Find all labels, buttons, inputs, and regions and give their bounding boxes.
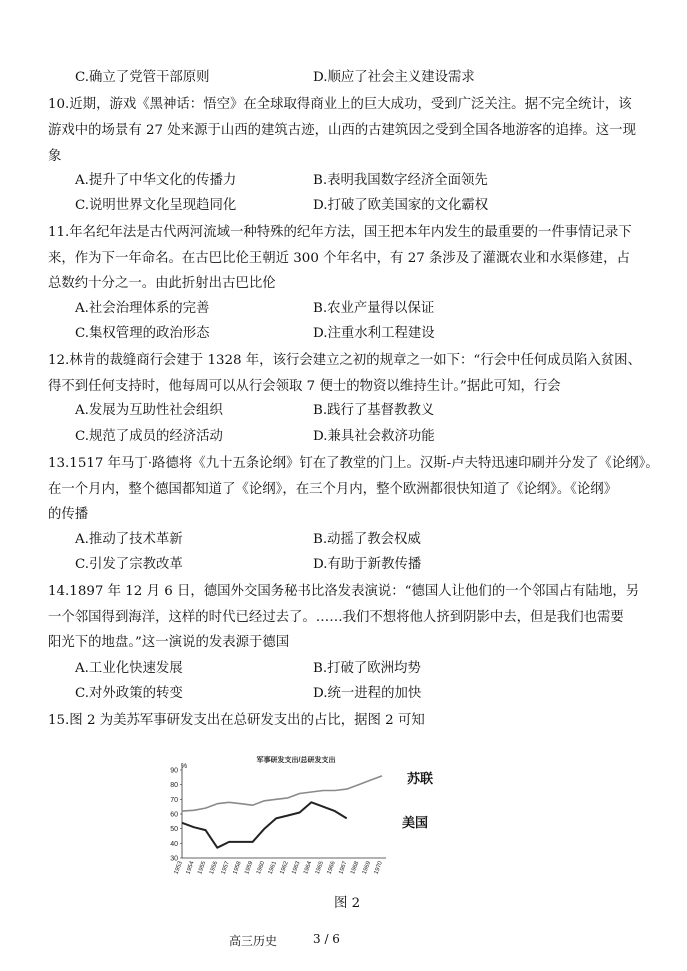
q14-stem-line-2: 一个邻国得到海洋，这样的时代已经过去了。……我们不想将他人挤到阴影中去，但是我们也需要 — [48, 610, 624, 625]
footer-page-number: 3 / 6 — [313, 932, 340, 946]
q10-stem-line-1: 10.近期，游戏《黑神话：悟空》在全球取得商业上的巨大成功，受到广泛关注。据不完全统计，该 — [48, 97, 632, 112]
q12-option-d: D.兼具社会救济功能 — [313, 429, 435, 444]
q12-option-b: B.践行了基督教教义 — [313, 403, 435, 418]
q15-stem-line-1: 15.图 2 为美苏军事研发支出在总研发支出的占比，据图 2 可知 — [48, 713, 425, 728]
y-tick-label: 80 — [170, 782, 178, 790]
q11-option-b: B.农业产量得以保证 — [313, 301, 435, 316]
q11-option-a: A.社会治理体系的完善 — [75, 301, 210, 316]
x-tick-label: 1963 — [291, 860, 302, 876]
x-tick-label: 1955 — [197, 860, 208, 876]
x-axis-ticks — [174, 860, 384, 875]
x-tick-label: 1957 — [220, 860, 231, 876]
q13-option-a: A.推动了技术革新 — [75, 532, 183, 547]
figure-caption: 图 2 — [334, 896, 361, 911]
q10-option-c: C.说明世界文化呈现趋同化 — [75, 198, 237, 213]
x-tick-label: 1960 — [256, 860, 267, 876]
q12-stem-line-2: 得不到任何支持时，他每周可以从行会领取 7 便士的物资以维持生计。”据此可知，行会 — [48, 379, 561, 394]
x-tick-label: 1954 — [185, 860, 196, 876]
q14-stem-line-3: 阳光下的地盘。”这一演说的发表源于德国 — [48, 635, 290, 650]
q10-stem-line-3: 象 — [48, 149, 62, 164]
q9-option-c: C.确立了党管干部原则 — [75, 70, 210, 85]
x-tick-label: 1967 — [338, 860, 349, 876]
q12-option-a: A.发展为互助性社会组织 — [75, 403, 223, 418]
q11-stem-line-2: 来，作为下一年命名。在古巴比伦王朝近 300 个年名中，有 27 条涉及了灌溉农业和水渠修建，占 — [48, 251, 630, 266]
series-line-1 — [182, 802, 347, 847]
y-tick-label: 90 — [170, 767, 178, 775]
y-axis-unit-label: % — [180, 763, 188, 770]
q10-option-a: A.提升了中华文化的传播力 — [75, 173, 237, 188]
x-tick-label: 1958 — [232, 860, 243, 876]
q11-stem-line-1: 11.年名纪年法是古代两河流域一种特殊的纪年方法，国王把本年内发生的最重要的一件事情记录下 — [48, 225, 632, 240]
x-tick-label: 1956 — [208, 860, 220, 876]
q11-stem-line-3: 总数约十分之一。由此折射出古巴比伦 — [48, 276, 276, 291]
x-tick-label: 1964 — [303, 860, 314, 876]
x-tick-label: 1970 — [373, 860, 384, 876]
x-tick-label: 1953 — [173, 860, 184, 876]
x-tick-label: 1965 — [314, 860, 326, 876]
x-tick-label: 1969 — [361, 860, 373, 876]
q10-option-d: D.打破了欧美国家的文化霸权 — [313, 198, 489, 213]
q14-option-d: D.统一进程的加快 — [313, 686, 422, 701]
chart-series — [182, 776, 382, 848]
series-line-0 — [182, 776, 382, 811]
q14-stem-line-1: 14.1897 年 12 月 6 日，德国外交国务秘书比洛发表演说：“德国人让他们的一个邻国占有陆地，另 — [48, 584, 640, 599]
x-tick-label: 1961 — [267, 860, 278, 876]
q9-option-d: D.顺应了社会主义建设需求 — [313, 70, 475, 85]
q14-option-b: B.打破了欧洲均势 — [313, 661, 421, 676]
q11-option-d: D.注重水利工程建设 — [313, 326, 435, 341]
q12-stem-line-1: 12.林肯的裁缝商行会建于 1328 年，该行会建立之初的规章之一如下：“行会中任何成员陷入贫困、 — [48, 353, 641, 368]
footer-subject: 高三历史 — [229, 934, 278, 948]
q10-option-b: B.表明我国数字经济全面领先 — [313, 173, 488, 188]
y-tick-label: 40 — [170, 840, 178, 848]
q14-option-c: C.对外政策的转变 — [75, 686, 183, 701]
y-tick-label: 70 — [170, 796, 178, 804]
x-tick-label: 1966 — [326, 860, 337, 876]
q10-stem-line-2: 游戏中的场景有 27 处来源于山西的建筑古迹，山西的古建筑因之受到全国各地游客的追捧。这一现 — [48, 123, 636, 138]
series-label-0: 苏联 — [406, 772, 434, 787]
y-tick-label: 30 — [170, 855, 178, 863]
series-labels — [402, 771, 433, 831]
military-rd-line-chart — [150, 752, 440, 882]
x-tick-label: 1968 — [350, 860, 361, 876]
q13-stem-line-2: 在一个月内，整个德国都知道了《论纲》，在三个月内，整个欧洲都很快知道了《论纲》。《论纲》 — [48, 482, 618, 497]
chart-title: 军事研发支出/总研发支出 — [256, 757, 336, 764]
x-tick-label: 1959 — [244, 860, 255, 876]
x-tick-label: 1962 — [279, 860, 290, 876]
y-axis-ticks — [170, 768, 182, 863]
q13-option-d: D.有助于新教传播 — [313, 557, 422, 572]
q13-option-c: C.引发了宗教改革 — [75, 557, 183, 572]
q14-option-a: A.工业化快速发展 — [75, 661, 183, 676]
y-tick-label: 60 — [170, 811, 178, 819]
q13-stem-line-1: 13.1517 年马丁·路德将《九十五条论纲》钉在了教堂的门上。汉斯-卢夫特迅速印刷并分发了《论纲》。 — [48, 456, 659, 471]
q11-option-c: C.集权管理的政治形态 — [75, 326, 210, 341]
chart-axes — [182, 766, 386, 858]
series-label-1: 美国 — [401, 816, 429, 831]
q12-option-c: C.规范了成员的经济活动 — [75, 429, 223, 444]
q13-stem-line-3: 的传播 — [48, 507, 89, 522]
q13-option-b: B.动摇了教会权威 — [313, 532, 421, 547]
y-tick-label: 50 — [170, 826, 178, 834]
